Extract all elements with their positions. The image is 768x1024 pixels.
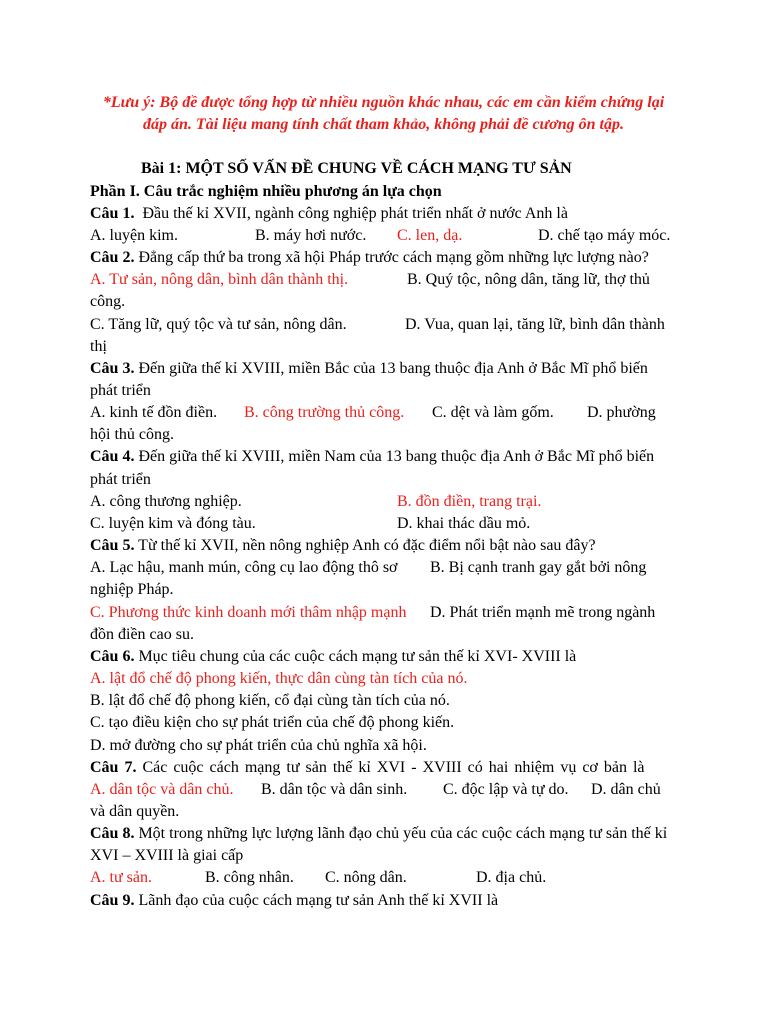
option-c: C. luyện kim và đóng tàu. [90,514,256,532]
question-3-options [90,402,677,446]
option-a: A. công thương nghiệp. [90,492,242,510]
question-5-options-ab [90,557,677,601]
question-8-options [90,867,677,889]
question-4-stem [90,446,677,490]
question-label: Câu 7. [90,758,137,776]
question-label: Câu 9. [90,891,135,909]
note-line: *Lưu ý: Bộ đề được tổng hợp từ nhiều nguồn khác nhau, các em cần kiểm chứng lại [102,94,665,111]
option-d: D. khai thác dầu mỏ. [397,514,531,532]
option-a: A. lật đổ chế độ phong kiến, thực dân cùng tàn tích của nó. [90,670,468,688]
option-c: C. dệt và làm gốm. [432,404,554,422]
question-label: Câu 2. [90,249,135,267]
question-text: Đến giữa thế kỉ XVIII, miền Nam của 13 bang thuộc địa Anh ở Bắc Mĩ phổ biến phát triển [90,448,655,488]
option-b: B. công trường thủ công. [244,404,405,422]
option-d: D. địa chủ. [476,869,547,887]
question-2-stem [90,247,677,269]
question-text: Từ thế kỉ XVII, nền nông nghiệp Anh có đặc điểm nổi bật nào sau đây? [138,537,596,555]
option-a: A. tư sản. [90,869,152,887]
question-8-stem [90,823,677,867]
question-text: Một trong những lực lượng lãnh đạo chủ yếu của các cuộc cách mạng tư sản thế kỉ XVI – XVIII là giai cấp [90,825,668,865]
lesson-title: Bài 1: MỘT SỐ VẤN ĐỀ CHUNG VỀ CÁCH MẠNG TƯ SẢN [141,160,572,178]
question-5-options-cd [90,602,677,646]
option-a: A. Tư sản, nông dân, bình dân thành thị. [90,271,349,289]
document-page [90,92,677,912]
option-a: A. luyện kim. [90,226,178,244]
option-a: A. kinh tế đồn điền. [90,404,218,422]
question-7-stem [90,757,677,779]
question-text: Mục tiêu chung của các cuộc cách mạng tư sản thế kỉ XVI- XVIII là [138,647,577,665]
option-b: B. Quý tộc, nông dân, tăng lữ, thợ thủ công. [90,271,650,311]
option-a: A. dân tộc và dân chủ. [90,780,234,798]
option-c: C. Tăng lữ, quý tộc và tư sản, nông dân. [90,315,347,333]
question-7-options [90,779,677,823]
option-d: D. phường hội thủ công. [90,404,656,444]
option-b: B. công nhân. [205,869,294,887]
option-d: D. chế tạo máy móc. [538,226,671,244]
question-4-options-cd [90,513,677,535]
section-title: Phần I. Câu trắc nghiệm nhiều phương án lựa chọn [90,182,442,200]
option-d: D. dân chủ và dân quyền. [90,780,661,820]
option-c: C. độc lập và tự do. [443,780,569,798]
question-text: Đầu thế kỉ XVII, ngành công nghiệp phát triển nhất ở nước Anh là [142,204,568,222]
option-a: A. Lạc hậu, manh mún, công cụ lao động thô sơ [90,559,398,577]
question-text: Đẳng cấp thứ ba trong xã hội Pháp trước cách mạng gồm những lực lượng nào? [138,249,649,267]
option-d: D. Vua, quan lại, tăng lữ, bình dân thành thị [90,315,665,355]
question-9-stem [90,890,677,912]
disclaimer-note [90,92,677,136]
option-b: B. dân tộc và dân sinh. [261,780,408,798]
question-1-stem [90,203,677,225]
option-c: C. nông dân. [325,869,407,887]
question-label: Câu 3. [90,359,135,377]
question-2-options-ab [90,269,677,313]
option-d: D. Phát triển mạnh mẽ trong ngành đồn điền cao su. [90,603,656,643]
question-label: Câu 4. [90,448,135,466]
option-b: B. lật đổ chế độ phong kiến, cổ đại cùng tàn tích của nó. [90,692,450,710]
option-b: B. máy hơi nước. [255,226,367,244]
question-label: Câu 6. [90,647,135,665]
question-3-stem [90,358,677,402]
option-c: C. Phương thức kinh doanh mới thâm nhập mạnh [90,603,407,621]
option-c: C. len, dạ. [397,226,463,244]
question-text: Các cuộc cách mạng tư sản thế kỉ XVI - XVIII có hai nhiệm vụ cơ bản là [142,758,645,776]
option-b: B. Bị cạnh tranh gay gắt bởi nông nghiệp Pháp. [90,559,647,599]
question-2-options-cd [90,314,677,358]
option-c: C. tạo điều kiện cho sự phát triển của chế độ phong kiến. [90,714,455,732]
question-text: Đến giữa thế kỉ XVIII, miền Bắc của 13 bang thuộc địa Anh ở Bắc Mĩ phổ biến phát triển [90,359,648,400]
option-b: B. đồn điền, trang trại. [397,492,542,510]
note-line: đáp án. Tài liệu mang tính chất tham khảo, không phải đề cương ôn tập. [143,116,624,134]
question-label: Câu 8. [90,825,135,843]
question-label: Câu 5. [90,537,135,555]
option-d: D. mở đường cho sự phát triển của chủ nghĩa xã hội. [90,736,427,754]
question-5-stem [90,535,677,557]
question-4-options-ab [90,491,677,513]
question-6-stem [90,646,677,668]
question-text: Lãnh đạo của cuộc cách mạng tư sản Anh thế kỉ XVII là [138,891,499,909]
question-1-options [90,225,677,247]
question-label: Câu 1. [90,204,135,222]
